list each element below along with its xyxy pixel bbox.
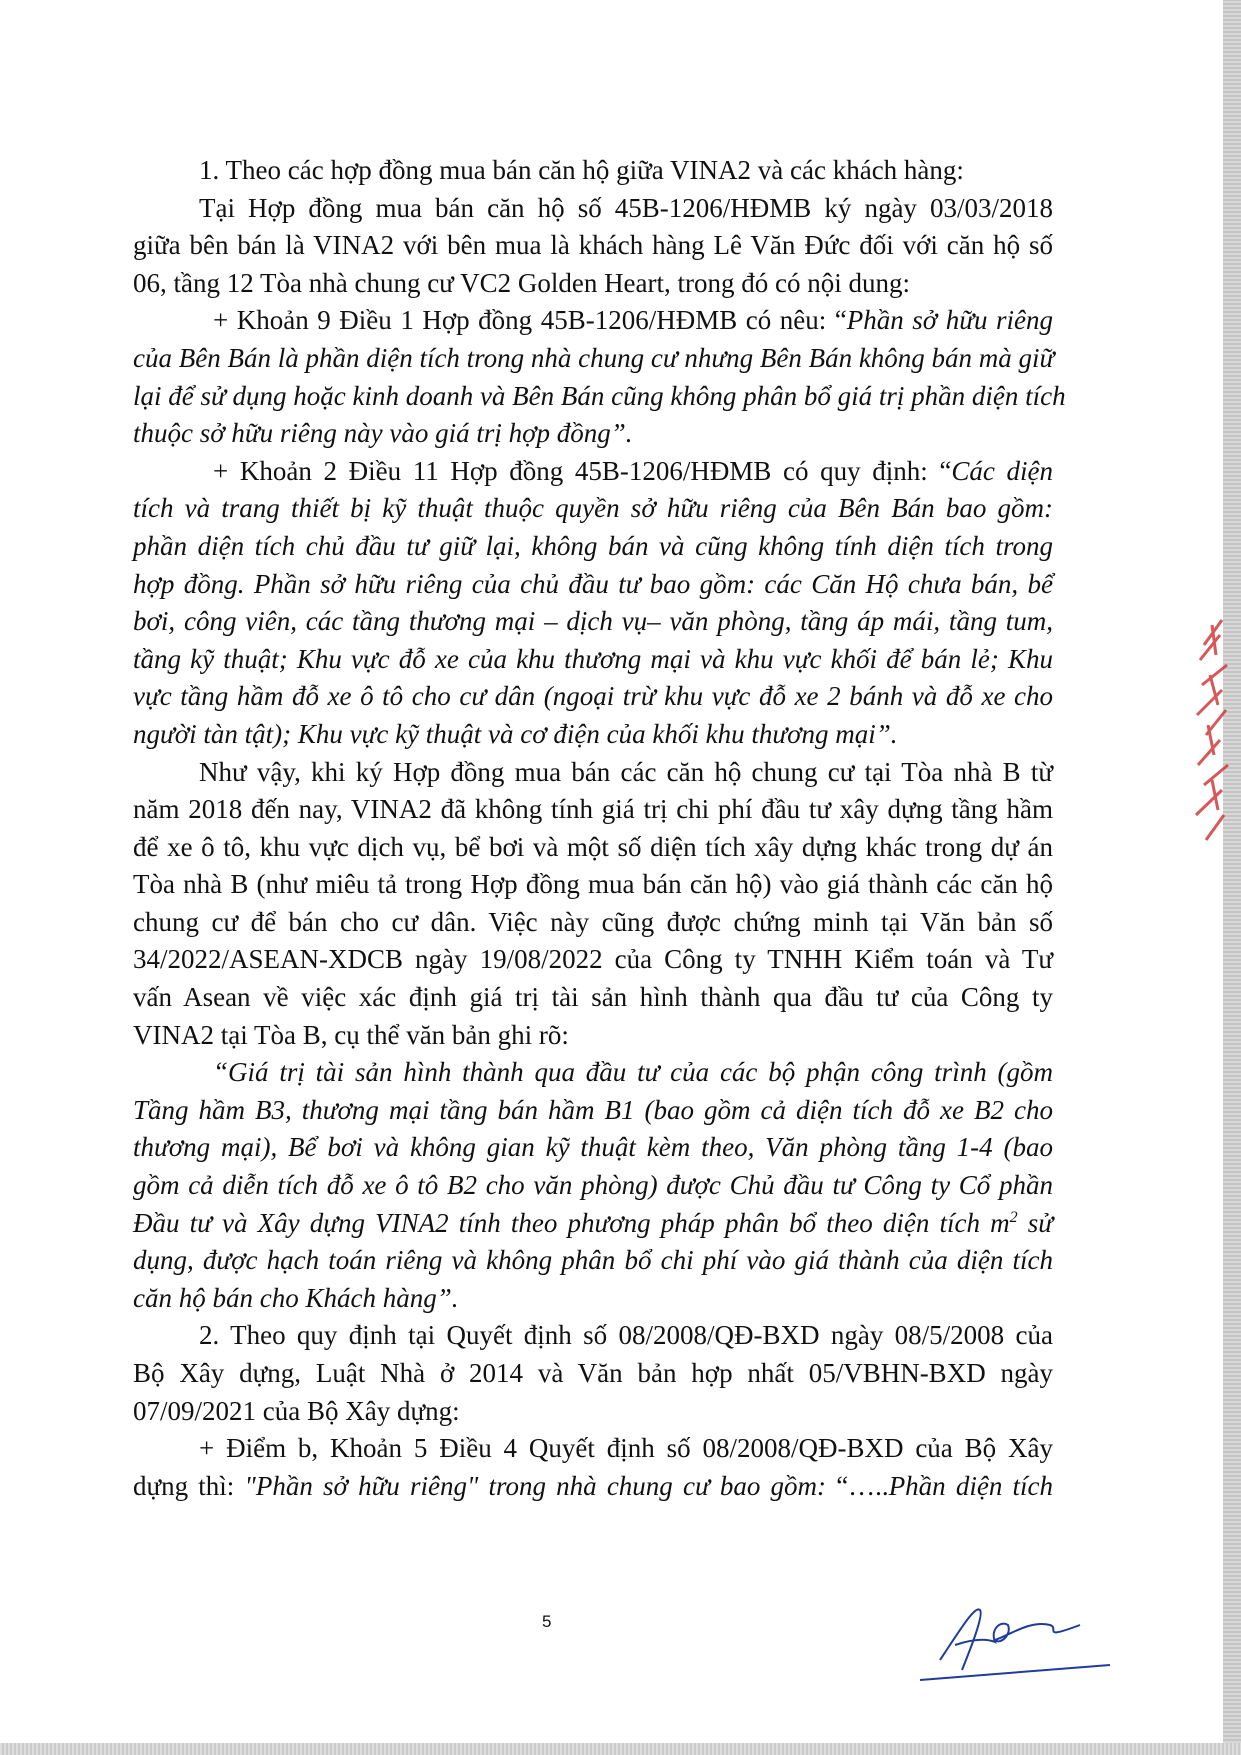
text-line (133, 829, 1053, 867)
scan-edge (1223, 0, 1241, 1755)
body-text: Bộ Xây dựng, Luật Nhà ở 2014 và Văn bản hợp nhất 05/VBHN-BXD ngày (133, 1358, 1053, 1388)
text-line (133, 941, 1053, 979)
scan-bottom-edge (0, 1743, 1241, 1755)
italic-quote-text: căn hộ bán cho Khách hàng”. (133, 1282, 459, 1313)
text-line (133, 415, 1053, 453)
body-text: + Điểm b, Khoản 5 Điều 4 Quyết định số 08/2008/QĐ-BXD của Bộ Xây (199, 1433, 1053, 1464)
body-text: Tòa nhà B (như miêu tả trong Hợp đồng mua bán căn hộ) vào giá thành các căn hộ (133, 869, 1053, 900)
text-line (133, 1393, 1053, 1431)
text-line (133, 641, 1053, 679)
text-line (133, 1468, 1053, 1506)
italic-quote-text: người tàn tật); Khu vực kỹ thuật và cơ điện của khối khu thương mại”. (133, 718, 898, 749)
italic-quote-text: hợp đồng. Phần sở hữu riêng của chủ đầu tư bao gồm: các Căn Hộ chưa bán, bể (133, 568, 1053, 599)
italic-quote-text: tích và trang thiết bị kỹ thuật thuộc quyền sở hữu riêng của Bên Bán bao gồm: (133, 493, 1053, 524)
text-line (133, 378, 1066, 416)
italic-quote-text: 2 (1009, 1208, 1018, 1226)
handwritten-signature (900, 1590, 1120, 1700)
text-line (133, 566, 1053, 604)
italic-quote-text: Tầng hầm B3, thương mại tầng bán hầm B1 (bao gồm cả diện tích đỗ xe B2 cho (133, 1094, 1053, 1125)
red-seal-stamp-fragment (1192, 615, 1232, 845)
text-line (133, 1430, 1053, 1468)
italic-quote-text: Các diện (951, 455, 1053, 486)
italic-quote-text: tầng kỹ thuật; Khu vực đỗ xe của khu thương mại và khu vực khối để bán lẻ; Khu (133, 643, 1053, 674)
text-line (133, 603, 1053, 641)
body-text: Như vậy, khi ký Hợp đồng mua bán các căn hộ chung cư tại Tòa nhà B từ (199, 756, 1053, 787)
body-text: + Khoản 2 Điều 11 Hợp đồng 45B-1206/HĐMB có quy định: “ (213, 455, 952, 486)
italic-quote-text: thương mại), Bể bơi và không gian kỹ thuật kèm theo, Văn phòng tầng 1-4 (bao (133, 1132, 1053, 1163)
text-line (133, 1017, 1053, 1055)
text-line (133, 340, 1053, 378)
body-text: 1. Theo các hợp đồng mua bán căn hộ giữa VINA2 và các khách hàng: (199, 155, 964, 185)
body-text: 06, tầng 12 Tòa nhà chung cư VC2 Golden Heart, trong đó có nội dung: (133, 267, 911, 298)
body-text: + Khoản 9 Điều 1 Hợp đồng 45B-1206/HĐMB có nêu: “ (213, 305, 847, 336)
text-line (133, 227, 1053, 265)
italic-quote-text: gồm cả diễn tích đỗ xe ô tô B2 cho văn phòng) được Chủ đầu tư Công ty Cổ phần (133, 1170, 1053, 1201)
text-line (133, 302, 1053, 340)
text-line (133, 265, 1053, 303)
italic-quote-text: của Bên Bán là phần diện tích trong nhà chung cư nhưng Bên Bán không bán mà giữ (133, 342, 1055, 373)
body-text: VINA2 tại Tòa B, cụ thể văn bản ghi rõ: (133, 1019, 569, 1050)
italic-quote-text: lại để sử dụng hoặc kinh doanh và Bên Bán cũng không phân bổ giá trị phần diện tích (133, 380, 1066, 411)
text-line (133, 453, 1053, 491)
text-line (133, 979, 1053, 1017)
body-text: 2. Theo quy định tại Quyết định số 08/2008/QĐ-BXD ngày 08/5/2008 của (199, 1320, 1053, 1351)
body-text: dựng thì: (133, 1470, 245, 1501)
text-line (133, 1355, 1053, 1393)
text-line (133, 678, 1053, 716)
body-text: 07/09/2021 của Bộ Xây dựng: (133, 1395, 460, 1426)
text-line (133, 152, 1053, 190)
body-text: 34/2022/ASEAN-XDCB ngày 19/08/2022 của Công ty TNHH Kiểm toán và Tư (133, 944, 1053, 975)
italic-quote-text: Đầu tư và Xây dựng VINA2 tính theo phương pháp phân bổ theo diện tích m (133, 1207, 1010, 1238)
italic-quote-text: dụng, được hạch toán riêng và không phân bổ chi phí vào giá thành của diện tích (133, 1245, 1053, 1276)
page-number: 5 (542, 1612, 552, 1631)
text-line (133, 754, 1053, 792)
text-line (133, 490, 1053, 528)
body-text: để xe ô tô, khu vực dịch vụ, bể bơi và một số diện tích xây dựng khác trong dự án (133, 831, 1053, 862)
italic-quote-text: Phần sở hữu riêng (846, 305, 1053, 336)
document-body (133, 152, 1066, 1505)
body-text: năm 2018 đến nay, VINA2 đã không tính giá trị chi phí đầu tư xây dựng tầng hầm (133, 794, 1053, 825)
text-line (133, 904, 1053, 942)
text-line (133, 1242, 1053, 1280)
body-text: “….. (836, 1470, 889, 1501)
italic-quote-text: phần diện tích chủ đầu tư giữ lại, không bán và cũng không tính diện tích trong (133, 530, 1053, 561)
body-text: chung cư để bán cho cư dân. Việc này cũng được chứng minh tại Văn bản số (133, 906, 1053, 937)
text-line (133, 190, 1053, 228)
italic-quote-text: "Phần sở hữu riêng" trong nhà chung cư bao gồm: (244, 1470, 837, 1501)
italic-quote-text: thuộc sở hữu riêng này vào giá trị hợp đồng”. (133, 418, 633, 449)
body-text: vấn Asean về việc xác định giá trị tài sản hình thành qua đầu tư của Công ty (133, 982, 1053, 1013)
italic-quote-text: vực tầng hầm đỗ xe ô tô cho cư dân (ngoại trừ khu vực đỗ xe 2 bánh và đỗ xe cho (133, 681, 1053, 712)
text-line (133, 1280, 1053, 1318)
text-line (133, 1205, 1053, 1243)
italic-quote-text: “Giá trị tài sản hình thành qua đầu tư của các bộ phận công trình (gồm (213, 1057, 1053, 1088)
body-text: Tại Hợp đồng mua bán căn hộ số 45B-1206/HĐMB ký ngày 03/03/2018 (199, 192, 1053, 223)
text-line (133, 1054, 1053, 1092)
text-line (133, 866, 1053, 904)
italic-quote-text: sử (1017, 1207, 1054, 1238)
text-line (133, 1317, 1053, 1355)
text-line (133, 1167, 1053, 1205)
italic-quote-text: bơi, công viên, các tầng thương mại – dịch vụ– văn phòng, tầng áp mái, tầng tum, (133, 606, 1053, 637)
text-line (133, 1129, 1053, 1167)
text-line (133, 791, 1053, 829)
text-line (133, 1092, 1053, 1130)
body-text: giữa bên bán là VINA2 với bên mua là khách hàng Lê Văn Đức đối với căn hộ số (133, 230, 1053, 261)
text-line (133, 528, 1053, 566)
text-line (133, 716, 1053, 754)
italic-quote-text: Phần diện tích (888, 1470, 1053, 1501)
